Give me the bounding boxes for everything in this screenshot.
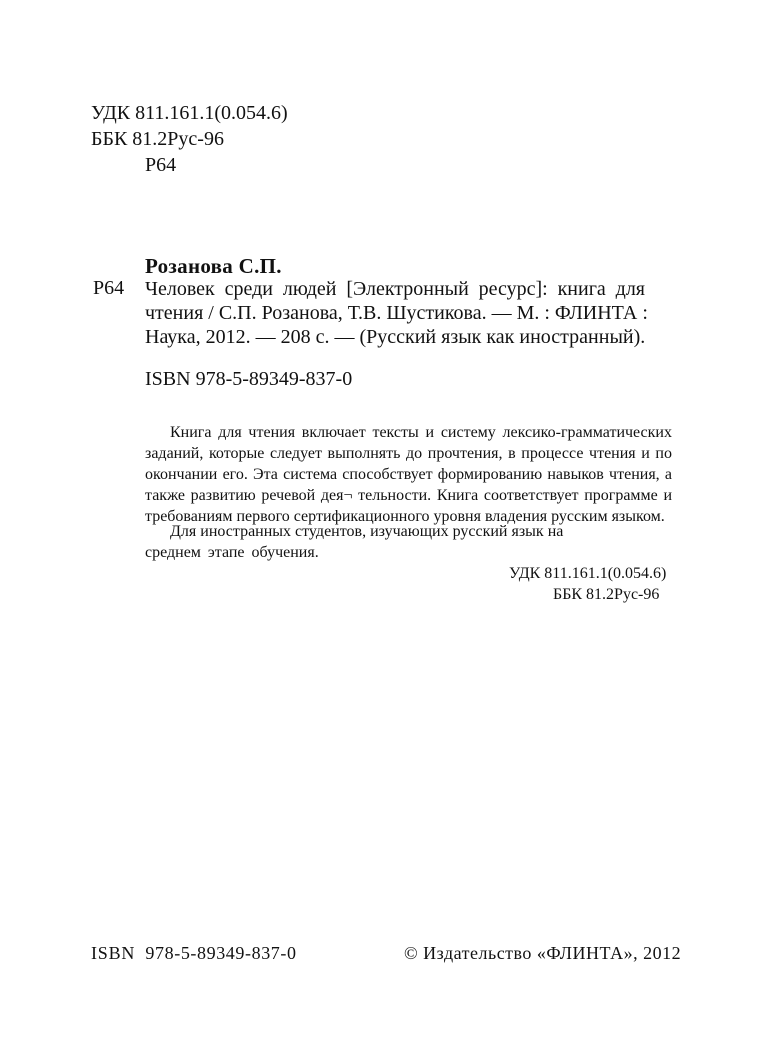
bbk-code-bottom: ББК 81.2Рус-96 — [553, 586, 660, 603]
annotation-line: также развитию речевой дея¬ тельности. Книга соответствует программе и — [145, 487, 672, 504]
annotation-line: окончании его. Эта система способствует формированию навыков чтения, а — [145, 466, 672, 483]
footer-isbn-number: 978-5-89349-837-0 — [145, 943, 297, 963]
author-sign-side: Р64 — [93, 277, 125, 299]
copyright: © Издательство «ФЛИНТА», 2012 — [404, 943, 682, 963]
footer-isbn — [91, 943, 297, 964]
footer-isbn-label: ISBN — [91, 943, 136, 963]
annotation-line: Для иностранных студентов, изучающих русский язык на — [170, 523, 564, 540]
author-sign: Р64 — [145, 154, 177, 176]
isbn: ISBN 978-5-89349-837-0 — [145, 368, 353, 390]
annotation-line: заданий, которые следует выполнять до прочтения, в процессе чтения и по — [145, 445, 672, 462]
bibliographic-line: Наука, 2012. — 208 с. — (Русский язык как иностранный). — [145, 326, 646, 348]
annotation-line: среднем этапе обучения. — [145, 544, 319, 561]
bibliographic-line: Человек среди людей [Электронный ресурс]: книга для — [145, 278, 645, 300]
author-heading: Розанова С.П. — [145, 254, 282, 278]
udk-code: УДК 811.161.1(0.054.6) — [91, 102, 288, 124]
annotation-line: Книга для чтения включает тексты и систему лексико-грамматических — [170, 424, 672, 441]
annotation-line: требованиям первого сертификационного уровня владения русским языком. — [145, 508, 665, 525]
bbk-code: ББК 81.2Рус-96 — [91, 128, 224, 150]
udk-code-bottom: УДК 811.161.1(0.054.6) — [509, 565, 667, 582]
bibliographic-line: чтения / С.П. Розанова, Т.В. Шустикова. — М. : ФЛИНТА : — [145, 302, 648, 324]
